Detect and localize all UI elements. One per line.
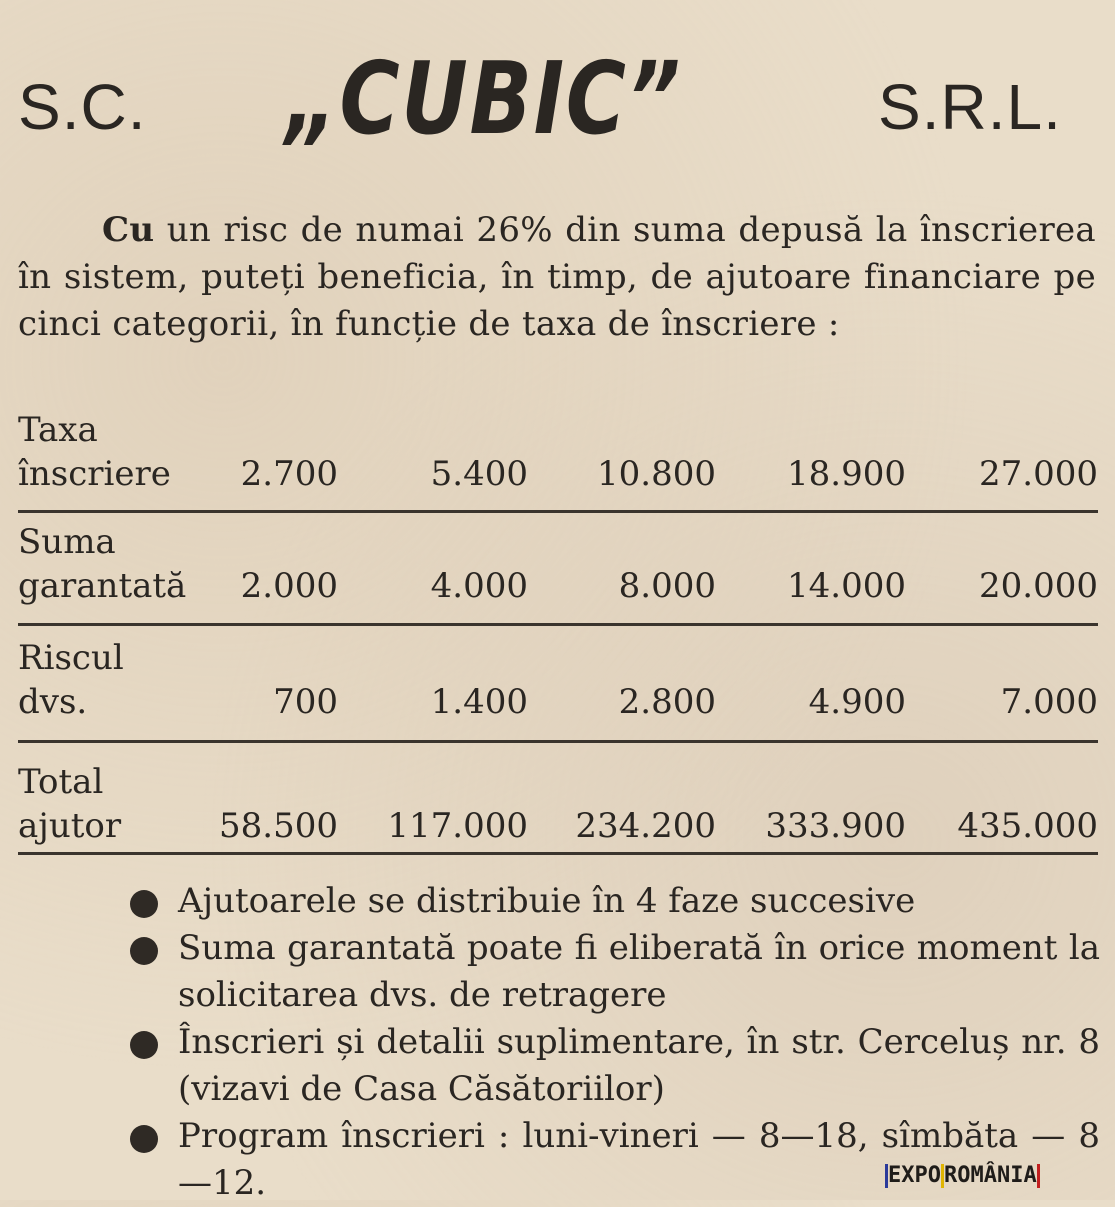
row-label-line1: Riscul [18, 638, 124, 678]
list-item-text: Ajutoarele se distribuie în 4 faze succesive [178, 881, 916, 921]
table-cell: 14.000 [787, 566, 906, 606]
table-cell: 1.400 [430, 682, 528, 722]
list-item [130, 1019, 1100, 1113]
table-cell: 4.000 [430, 566, 528, 606]
watermark-badge [885, 1161, 1100, 1191]
table-cell: 234.200 [575, 806, 716, 846]
table-cell: 10.800 [597, 454, 716, 494]
bullet-dot-icon [130, 890, 158, 918]
list-item [130, 878, 1100, 925]
intro-lead: Cu [102, 210, 155, 250]
row-label-line2: garantată [18, 566, 187, 606]
row-divider [18, 510, 1098, 513]
table-cell: 2.800 [618, 682, 716, 722]
table-cell: 2.700 [240, 454, 338, 494]
bullet-dot-icon [130, 1031, 158, 1059]
row-divider [18, 623, 1098, 626]
table-cell: 4.900 [808, 682, 906, 722]
badge-word-2: ROMÂNIA [943, 1163, 1037, 1188]
intro-text: un risc de numai 26% din suma depusă la înscrierea în sistem, puteți beneficia, în timp, de ajutoare financiare pe cinci categorii, în funcție de taxa de înscriere : [18, 210, 1097, 344]
flag-stripe-red [1037, 1164, 1040, 1188]
masthead [0, 40, 1115, 170]
table-cell: 333.900 [765, 806, 906, 846]
bullet-list [130, 878, 1100, 1207]
row-label-line2: dvs. [18, 682, 88, 722]
bullet-dot-icon [130, 937, 158, 965]
bullet-dot-icon [130, 1125, 158, 1153]
table-cell: 435.000 [957, 806, 1098, 846]
company-name: „CUBIC” [285, 40, 683, 157]
row-label-line2: ajutor [18, 806, 122, 846]
row-label-line1: Total [18, 762, 104, 802]
list-item-text: Program înscrieri : luni-vineri — 8—18, sîmbăta — 8—12. [178, 1116, 1100, 1203]
badge-word-1: EXPO [888, 1163, 941, 1188]
table-cell: 58.500 [219, 806, 338, 846]
table-cell: 27.000 [979, 454, 1098, 494]
table-cell: 2.000 [240, 566, 338, 606]
table-cell: 8.000 [618, 566, 716, 606]
table-cell: 5.400 [430, 454, 528, 494]
table-cell: 18.900 [787, 454, 906, 494]
row-label-line2: înscriere [18, 454, 171, 494]
intro-paragraph [18, 207, 1096, 348]
company-suffix: S.R.L. [878, 71, 1062, 143]
table-cell: 700 [273, 682, 338, 722]
row-divider [18, 852, 1098, 855]
row-label-line1: Suma [18, 522, 116, 562]
row-divider [18, 740, 1098, 743]
list-item-text: Suma garantată poate fi eliberată în orice moment la solicitarea dvs. de retragere [178, 928, 1100, 1015]
table-cell: 20.000 [979, 566, 1098, 606]
company-prefix: S.C. [18, 71, 147, 143]
list-item-text: Înscrieri și detalii suplimentare, în str. Cerceluș nr. 8 (vizavi de Casa Căsătoriilor) [178, 1022, 1100, 1109]
table-cell: 7.000 [1000, 682, 1098, 722]
list-item [130, 925, 1100, 1019]
table-cell: 117.000 [387, 806, 528, 846]
row-label-line1: Taxa [18, 410, 98, 450]
list-item [130, 1113, 1100, 1207]
